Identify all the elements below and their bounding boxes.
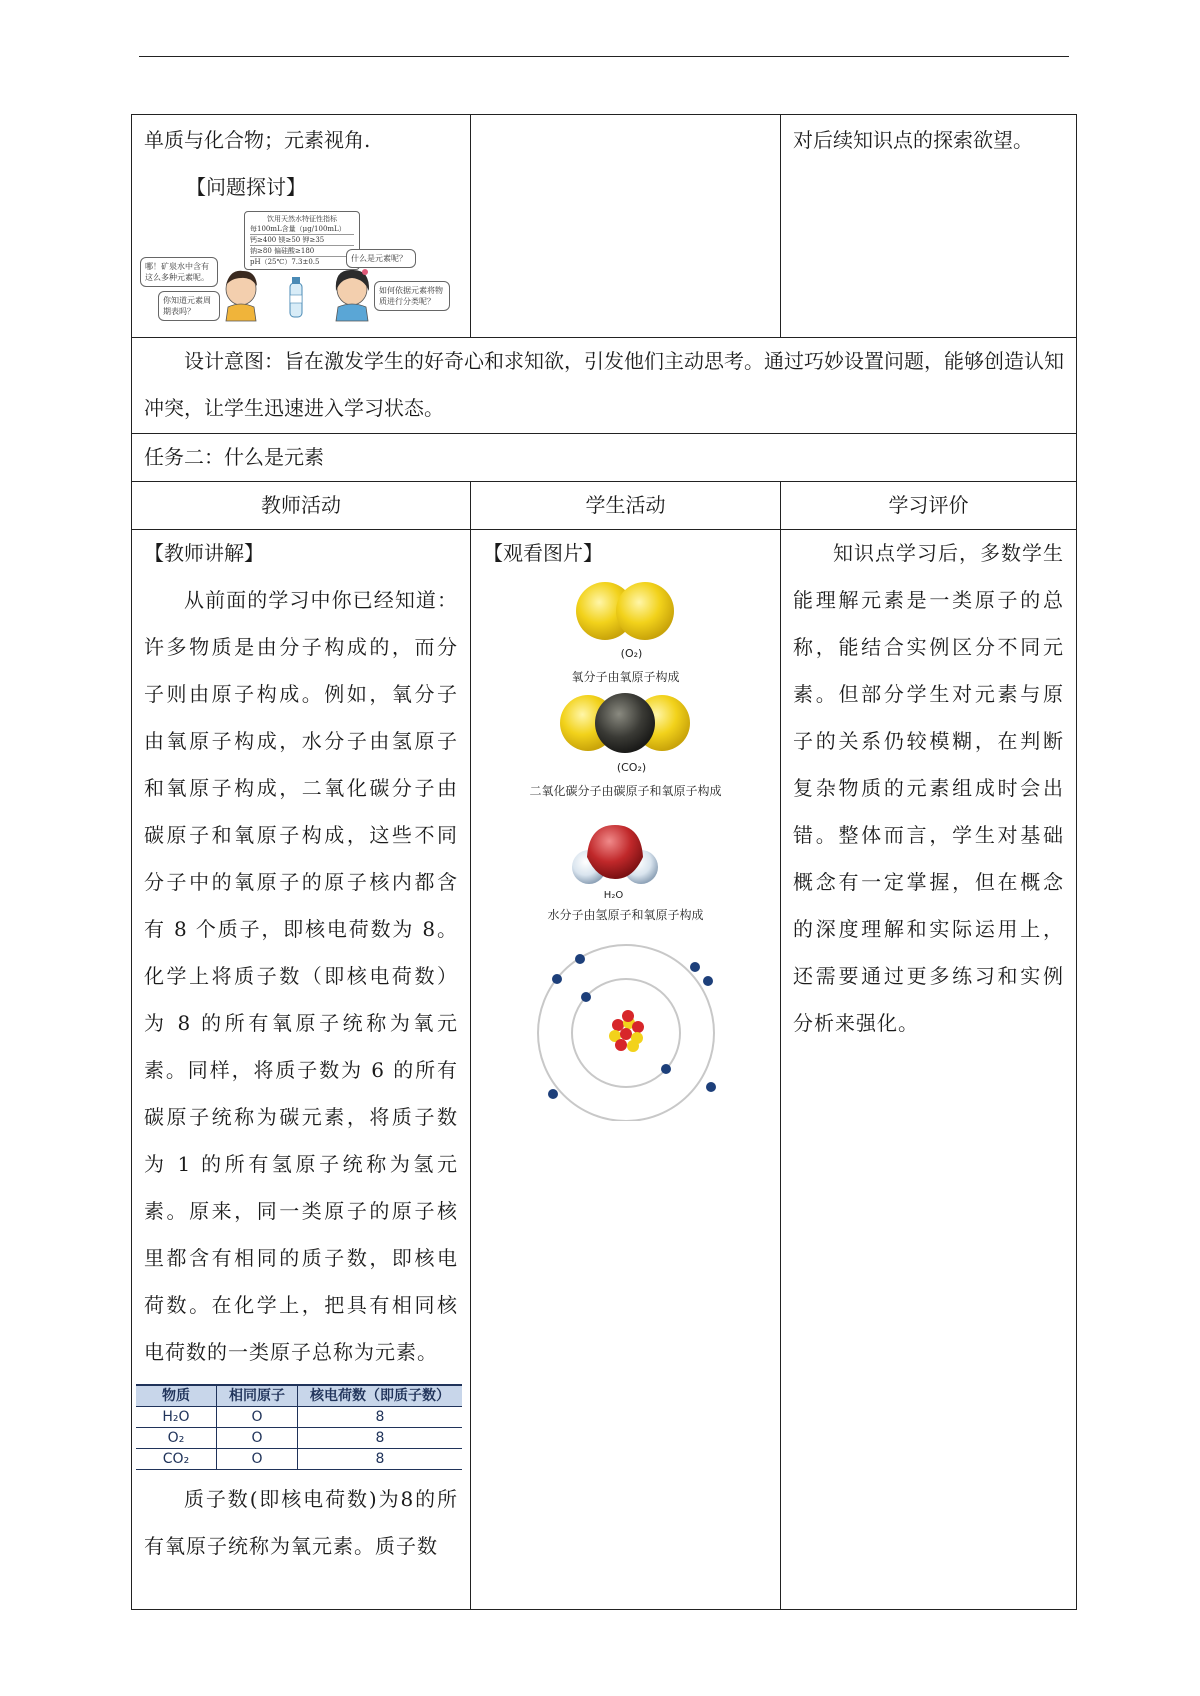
problem-heading: 【问题探讨】 xyxy=(186,175,306,199)
board-row: 钙≥400 镁≥50 钾≥35 xyxy=(250,235,354,246)
teacher-cell xyxy=(132,530,471,1610)
table-cell: O₂ xyxy=(136,1428,217,1449)
task-row xyxy=(132,434,1077,482)
element-table-header-cell: 物质 xyxy=(136,1385,217,1407)
task-title: 任务二：什么是元素 xyxy=(144,445,324,469)
speech-bubble-girl-1: 什么是元素呢？ xyxy=(346,249,416,268)
o2-caption: 氧分子由氧原子构成 xyxy=(571,670,680,684)
lesson-table xyxy=(131,114,1077,1610)
co2-caption: 二氧化碳分子由碳原子和氧原子构成 xyxy=(529,784,722,798)
evaluation-cell xyxy=(781,530,1077,1610)
header-teacher: 教师活动 xyxy=(132,482,471,530)
table-cell: CO₂ xyxy=(136,1449,217,1470)
intro-line: 单质与化合物；元素视角. xyxy=(144,128,371,152)
co2-figure xyxy=(483,689,768,809)
teacher-heading: 【教师讲解】 xyxy=(144,541,264,565)
h2o-figure xyxy=(483,821,768,941)
content-row xyxy=(132,530,1077,1610)
design-intent-row xyxy=(132,338,1077,434)
intro-student-cell xyxy=(471,115,781,338)
student-cell xyxy=(471,530,781,1610)
element-table-header-cell: 相同原子 xyxy=(217,1385,298,1407)
table-row xyxy=(136,1449,462,1470)
problem-illustration xyxy=(140,211,462,329)
board-title: 饮用天然水特征性指标 xyxy=(267,215,337,223)
header-evaluation: 学习评价 xyxy=(781,482,1077,530)
h2o-formula: H₂O xyxy=(603,890,624,901)
h2o-caption: 水分子由氢原子和氧原子构成 xyxy=(547,908,704,922)
co2-molecule-icon xyxy=(483,689,769,755)
design-intent-cell xyxy=(132,338,1077,434)
water-label-board xyxy=(244,211,360,270)
header-rule xyxy=(139,56,1069,57)
student-heading: 【观看图片】 xyxy=(483,541,603,565)
speech-bubble-girl-2: 如何依据元素将物质进行分类呢？ xyxy=(374,281,450,311)
oxygen-atom-diagram-icon xyxy=(483,941,769,1121)
o2-molecule-icon xyxy=(483,577,769,643)
board-row: pH（25℃）7.3±0.5 xyxy=(250,258,320,266)
intro-eval-cell xyxy=(781,115,1077,338)
element-table xyxy=(136,1384,462,1470)
nucleus xyxy=(609,1010,644,1052)
table-cell: 8 xyxy=(298,1449,463,1470)
design-intent-text: 设计意图：旨在激发学生的好奇心和求知欲，引发他们主动思考。通过巧妙设置问题，能够创造认知冲突，让学生迅速进入学习状态。 xyxy=(144,349,1064,420)
column-header-row xyxy=(132,482,1077,530)
table-row xyxy=(136,1428,462,1449)
element-table-header xyxy=(136,1385,462,1407)
evaluation-text: 知识点学习后，多数学生能理解元素是一类原子的总称，能结合实例区分不同元素。但部分学生对元素与原子的关系仍较模糊，在判断复杂物质的元素组成时会出错。整体而言，学生对基础概念有一定掌握，但在概念的深度理解和实际运用上，还需要通过更多练习和实例分析来强化。 xyxy=(793,541,1064,1035)
co2-formula: (CO₂) xyxy=(616,761,647,774)
board-row: 每100mL含量（μg/100mL） xyxy=(250,224,354,235)
task-cell xyxy=(132,434,1077,482)
table-cell: 8 xyxy=(298,1428,463,1449)
teacher-paragraph-2: 质子数(即核电荷数)为8的所有氧原子统称为氧元素。质子数 xyxy=(144,1487,458,1558)
header-student: 学生活动 xyxy=(471,482,781,530)
h2o-molecule-icon xyxy=(483,821,769,887)
teacher-paragraph-1: 从前面的学习中你已经知道：许多物质是由分子构成的，而分子则由原子构成。例如，氧分子由氧原子构成，水分子由氢原子和氧原子构成，二氧化碳分子由碳原子和氧原子构成，这些不同分子中的氧原子的原子核内都含有 8 个质子，即核电荷数为 8。化学上将质子数（即核电荷数）为 8 的所有氧原子统称为氧元素。同样，将质子数为 6 的所有碳原子统称为碳元素，将质子数为 1 的所有氢原子统称为氢元素。原来，同一类原子的原子核里都含有相同的质子数，即核电荷数。在化学上，把具有相同核电荷数的一类原子总称为元素。 xyxy=(144,588,458,1364)
intro-eval-text: 对后续知识点的探索欲望。 xyxy=(793,128,1033,152)
table-cell: O xyxy=(217,1428,298,1449)
table-cell: O xyxy=(217,1449,298,1470)
table-cell: H₂O xyxy=(136,1407,217,1428)
speech-bubble-boy-2: 你知道元素周期表吗？ xyxy=(158,291,220,321)
element-table-header-cell: 核电荷数（即质子数） xyxy=(298,1385,463,1407)
table-cell: O xyxy=(217,1407,298,1428)
o2-figure xyxy=(483,577,768,689)
table-row xyxy=(136,1407,462,1428)
board-row: 钠≥80 偏硅酸≥180 xyxy=(250,246,354,257)
table-cell: 8 xyxy=(298,1407,463,1428)
intro-teacher-cell xyxy=(132,115,471,338)
intro-row xyxy=(132,115,1077,338)
o2-formula: (O₂) xyxy=(620,647,643,660)
speech-bubble-boy-1: 哪！矿泉水中含有这么多种元素呢。 xyxy=(140,257,218,287)
